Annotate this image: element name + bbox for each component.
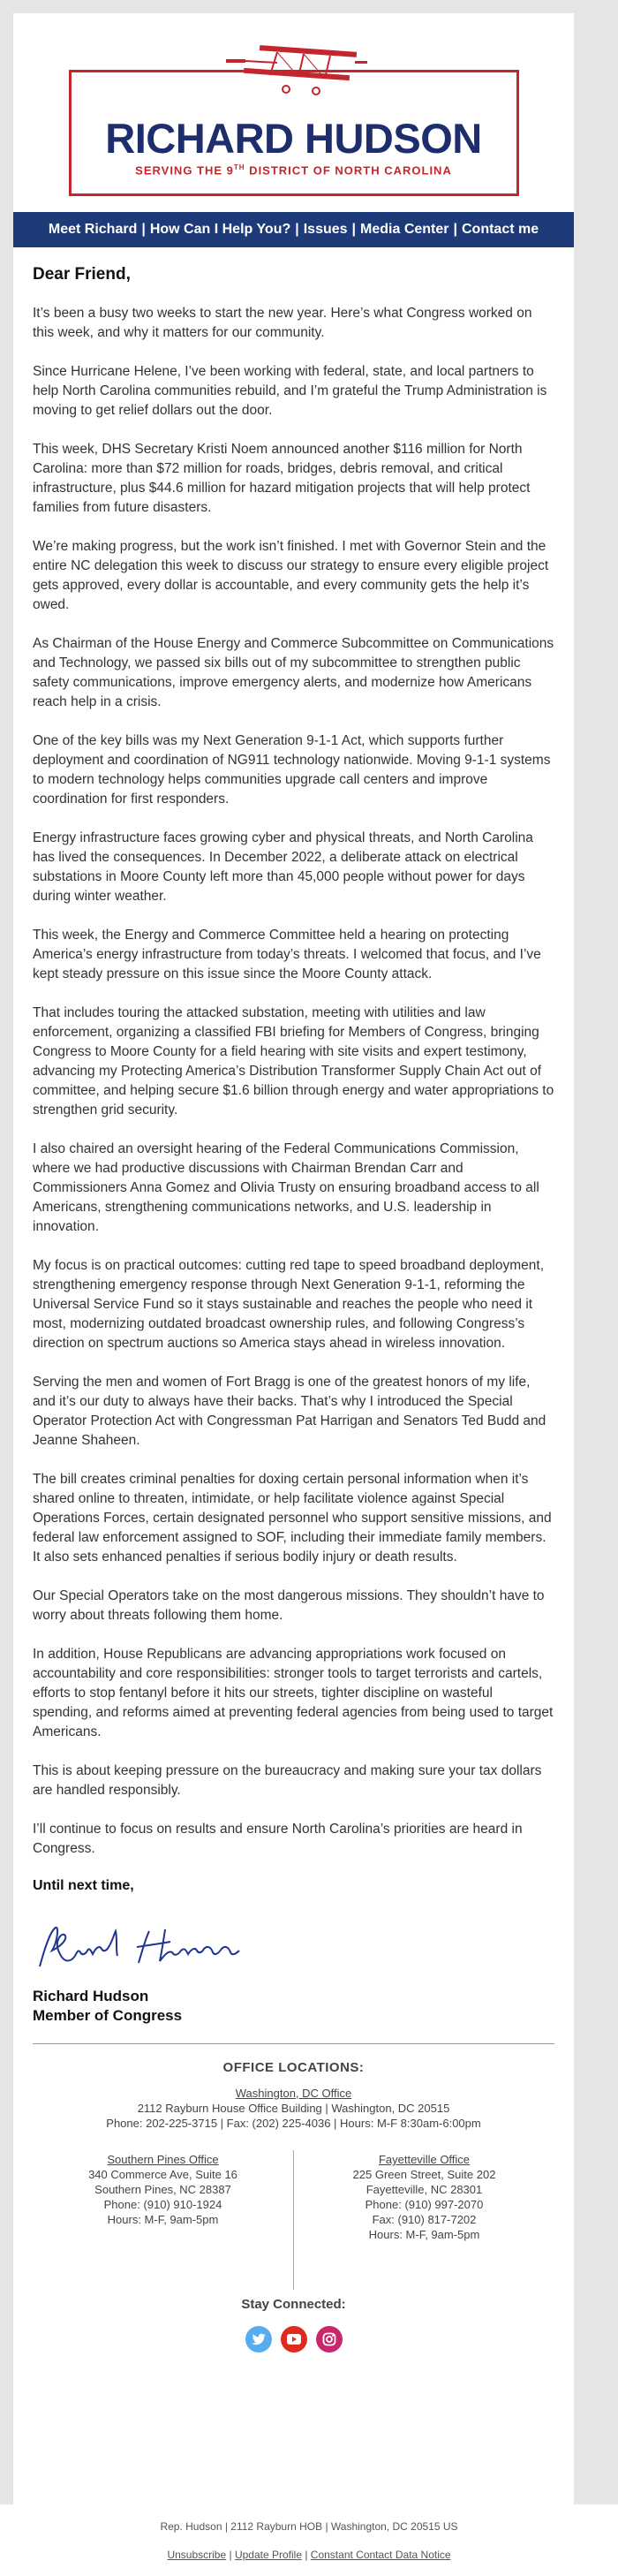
paragraph: This is about keeping pressure on the bureaucracy and making sure your tax dollars are handled responsibly.: [33, 1763, 542, 1798]
office-line: Phone: (910) 910-1924: [103, 2198, 222, 2211]
nav-separator: |: [351, 222, 357, 237]
nav-media-center[interactable]: Media Center: [360, 222, 449, 237]
paragraph: Serving the men and women of Fort Bragg is one of the greatest honors of my life, and it’s our duty to always have their backs. That’s why I introduced the Special Operator Protection Act with Congressman Pat Harrigan and Senators Ted Budd and Jeanne Shaheen.: [33, 1375, 546, 1448]
paragraph: Energy infrastructure faces growing cyber and physical threats, and North Carolina has lived the consequences. In December 2022, a deliberate attack on electrical substations in Moore County left more than 45,000 people without power for days during winter weather.: [33, 830, 533, 904]
social-links: [33, 2326, 554, 2352]
nav-meet-richard[interactable]: Meet Richard: [48, 222, 138, 237]
logo-sub-prefix: SERVING THE 9: [135, 163, 234, 178]
nav-bar: [13, 212, 574, 247]
update-profile-link[interactable]: Update Profile: [234, 2549, 302, 2561]
dc-office-link[interactable]: Washington, DC Office: [235, 2087, 352, 2100]
paragraph: That includes touring the attacked substation, meeting with utilities and law enforcement, organizing a classified FBI briefing for Members of Congress, bringing Congress to Moore County for a field hearing with site visits and expert testimony, advancing my Protecting America’s Distribution Transformer Supply Chain Act out of committee, and helping secure $1.6 billion through energy and water appropriations to strengthen grid security.: [33, 1005, 554, 1118]
dc-office-contact: Phone: 202-225-3715 | Fax: (202) 225-4036 | Hours: M-F 8:30am-6:00pm: [106, 2117, 481, 2130]
fayetteville-office: [294, 2150, 554, 2290]
divider: [33, 2043, 554, 2044]
southern-pines-office: [33, 2150, 293, 2290]
paragraph: My focus is on practical outcomes: cutting red tape to speed broadband deployment, strengthening emergency response through Next Generation 9-1-1, reforming the Universal Service Fund so it stays sustainable and reaches the people who need it most, modernizing outdated broadcast ownership rules, and following Congress’s direction on spectrum auctions so America stays ahead in wireless innovation.: [33, 1258, 545, 1351]
footer-address: Rep. Hudson | 2112 Rayburn HOB | Washington, DC 20515 US: [160, 2520, 458, 2533]
youtube-icon[interactable]: [281, 2326, 307, 2352]
paragraph: I also chaired an oversight hearing of the Federal Communications Commission, where we had productive discussions with Chairman Brendan Carr and Commissioners Anna Gomez and Olivia Trusty on ensuring broadband access to all Americans, strengthening communications networks, and U.S. leadership in innovation.: [33, 1141, 539, 1234]
offices-title: OFFICE LOCATIONS:: [222, 2060, 365, 2075]
office-line: 225 Green Street, Suite 202: [352, 2168, 496, 2181]
data-notice-link[interactable]: Constant Contact Data Notice: [310, 2549, 451, 2561]
biplane-icon: [224, 36, 374, 100]
office-line: Hours: M-F, 9am-5pm: [368, 2228, 480, 2241]
logo[interactable]: [69, 33, 519, 196]
office-line: Hours: M-F, 9am-5pm: [107, 2213, 219, 2226]
header: [13, 13, 574, 212]
logo-subtitle: [69, 163, 519, 177]
nav-issues[interactable]: Issues: [303, 222, 348, 237]
letter-body: [13, 247, 574, 2352]
signature-name: Richard Hudson: [33, 1988, 149, 2004]
paragraph: Since Hurricane Helene, I’ve been working with federal, state, and local partners to help North Carolina communities rebuild, and I’m grateful the Trump Administration is moving to get relief dollars out the door.: [33, 364, 547, 418]
unsubscribe-link[interactable]: Unsubscribe: [167, 2549, 227, 2561]
office-line: Fax: (910) 817-7202: [372, 2213, 477, 2226]
instagram-icon[interactable]: [316, 2326, 343, 2352]
office-locations: [33, 2060, 554, 2352]
twitter-icon[interactable]: [245, 2326, 272, 2352]
footer-separator: |: [305, 2549, 311, 2561]
nav-separator: |: [141, 222, 146, 237]
paragraph: In addition, House Republicans are advancing appropriations work focused on accountability and core responsibilities: stronger tools to target terrorists and cartels, efforts to stop fentanyl before it hits our streets, tighter discipline on wasteful spending, and reforms aimed at preventing federal agencies from being used to target Americans.: [33, 1647, 554, 1739]
logo-sub-suffix: DISTRICT OF NORTH CAROLINA: [245, 163, 452, 178]
paragraph: As Chairman of the House Energy and Commerce Subcommittee on Communications and Technology, we passed six bills out of my subcommittee to strengthen public safety communications, improve emergency alerts, and modernize how Americans reach help in a crisis.: [33, 636, 554, 709]
greeting: Dear Friend,: [33, 265, 131, 284]
office-line: Fayetteville, NC 28301: [366, 2183, 483, 2196]
paragraph: I’ll continue to focus on results and ensure North Carolina’s priorities are heard in Congress.: [33, 1822, 523, 1856]
nav-separator: |: [453, 222, 457, 237]
email-card: [13, 13, 574, 2504]
footer-links: [0, 2549, 618, 2561]
paragraph: We’re making progress, but the work isn’t finished. I met with Governor Stein and the entire NC delegation this week to discuss our strategy to ensure every eligible project gets approved, every dollar is accountable, and every community gets the help it’s owed.: [33, 539, 549, 612]
footer: [0, 2504, 618, 2576]
office-line: Southern Pines, NC 28387: [94, 2183, 231, 2196]
nav-how-can-i-help[interactable]: How Can I Help You?: [149, 222, 291, 237]
office-line: 340 Commerce Ave, Suite 16: [88, 2168, 237, 2181]
office-line: Phone: (910) 997-2070: [365, 2198, 484, 2211]
paragraph: The bill creates criminal penalties for doxing certain personal information when it’s shared online to threaten, intimidate, or help facilitate violence against Special Operations Forces, certain designated personnel who support sensitive missions, and federal law enforcement assigned to SOF, including their immediate family members. It also sets enhanced penalties if serious bodily injury or death results.: [33, 1472, 552, 1565]
logo-sub-sup: TH: [233, 163, 245, 171]
signature-title: Member of Congress: [33, 2007, 183, 2024]
nav-contact-me[interactable]: Contact me: [461, 222, 539, 237]
logo-name: RICHARD HUDSON: [105, 115, 482, 162]
paragraph: Our Special Operators take on the most dangerous missions. They shouldn’t have to worry about threats following them home.: [33, 1588, 545, 1623]
paragraph: It’s been a busy two weeks to start the new year. Here’s what Congress worked on this week, and why it matters for our community.: [33, 306, 532, 340]
nav-separator: |: [295, 222, 299, 237]
southern-pines-office-link[interactable]: Southern Pines Office: [107, 2153, 219, 2166]
paragraph: One of the key bills was my Next Generation 9-1-1 Act, which supports further deployment and coordination of NG911 technology nationwide. Moving 9-1-1 systems to modern technology helps communities upgrade call centers and improve coordination for first responders.: [33, 733, 551, 807]
stay-connected: Stay Connected:: [241, 2297, 346, 2312]
regional-offices: [33, 2150, 554, 2290]
paragraph: This week, DHS Secretary Kristi Noem announced another $116 million for North Carolina: more than $72 million for roads, bridges, debris removal, and critical infrastructure, plus $44.6 million for hazard mitigation projects that will help protect families from future disasters.: [33, 442, 531, 515]
dc-office-address: 2112 Rayburn House Office Building | Washington, DC 20515: [137, 2102, 450, 2115]
footer-separator: |: [229, 2549, 235, 2561]
closing: Until next time,: [33, 1878, 134, 1893]
dc-office: [33, 2086, 554, 2131]
signature-image: [33, 1912, 262, 1982]
fayetteville-office-link[interactable]: Fayetteville Office: [378, 2153, 471, 2166]
paragraph: This week, the Energy and Commerce Committee held a hearing on protecting America’s energy infrastructure from today’s threats. I welcomed that focus, and I’ve kept steady pressure on this issue since the Moore County attack.: [33, 928, 541, 981]
